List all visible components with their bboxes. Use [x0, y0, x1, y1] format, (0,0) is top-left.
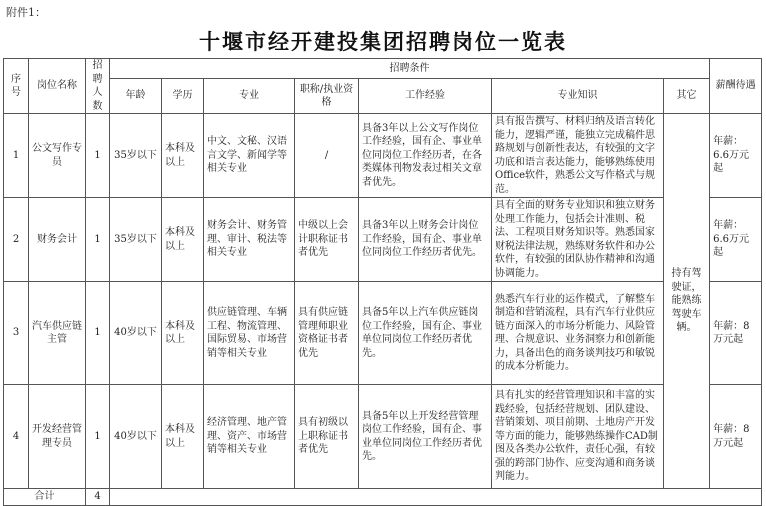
table-row [4, 198, 762, 282]
cell-other-note: 持有驾驶证，能熟练驾驶车辆。 [664, 114, 710, 489]
cell-position: 开发经营管理专员 [29, 385, 86, 489]
cell-age: 40岁以下 [110, 282, 162, 385]
cell-salary: 年薪：8万元起 [710, 282, 762, 385]
cell-count: 1 [86, 114, 110, 198]
recruitment-table [3, 58, 762, 506]
cell-experience: 具备3年以上财务会计岗位工作经验，国有企、事业单位同岗位工作经历者优先。 [359, 198, 492, 282]
cell-salary: 年薪：6.6万元起 [710, 114, 762, 198]
cell-age: 35岁以下 [110, 114, 162, 198]
cell-knowledge: 熟悉汽车行业的运作模式，了解整车制造和营销流程，具有汽车行业供应链方面深入的市场分析能力、风险管理、合规意识、业务洞察力和创新能力，具备出色的商务谈判技巧和敏锐的成本分析能力。 [492, 282, 664, 385]
total-row [4, 489, 762, 506]
header-title-qualification: 职称/执业资格 [295, 79, 359, 114]
cell-experience: 具备3年以上公文写作岗位工作经验，国有企、事业单位同岗位工作经历者，在各类媒体刊物发表过相关文章者优先。 [359, 114, 492, 198]
cell-position: 公文写作专员 [29, 114, 86, 198]
cell-no: 4 [4, 385, 29, 489]
cell-age: 40岁以下 [110, 385, 162, 489]
cell-count: 1 [86, 282, 110, 385]
cell-count: 1 [86, 198, 110, 282]
cell-education: 本科及以上 [162, 198, 204, 282]
table-row [4, 385, 762, 489]
cell-no: 1 [4, 114, 29, 198]
cell-no: 3 [4, 282, 29, 385]
header-conditions: 招聘条件 [110, 59, 710, 79]
header-experience: 工作经验 [359, 79, 492, 114]
header-salary: 薪酬待遇 [710, 59, 762, 114]
cell-education: 本科及以上 [162, 385, 204, 489]
total-count: 4 [86, 489, 110, 506]
cell-title-qualification: 中级以上会计职称证书者优先 [295, 198, 359, 282]
cell-major: 经济管理、地产管理、资产、市场营销等相关专业 [204, 385, 295, 489]
cell-position: 汽车供应链主管 [29, 282, 86, 385]
cell-title-qualification: / [295, 114, 359, 198]
cell-knowledge: 具有全面的财务专业知识和独立财务处理工作能力，包括会计准则、税法、工程项目财务知识等。熟悉国家财税法律法规，熟练财务软件和办公软件，有较强的团队协作精神和沟通协调能力。 [492, 198, 664, 282]
attachment-label: 附件1： [6, 6, 46, 19]
header-knowledge: 专业知识 [492, 79, 664, 114]
cell-major: 中文、文秘、汉语言文学、新闻学等相关专业 [204, 114, 295, 198]
cell-title-qualification: 具有供应链管理师职业资格证书者优先 [295, 282, 359, 385]
header-headcount: 招聘人数 [86, 59, 110, 114]
total-label: 合计 [4, 489, 86, 506]
cell-salary: 年薪：8万元起 [710, 385, 762, 489]
table-row [4, 114, 762, 198]
cell-experience: 具备5年以上汽车供应链岗位工作经验，国有企、事业单位同岗位工作经历者优先。 [359, 282, 492, 385]
total-blank [110, 489, 762, 506]
cell-education: 本科及以上 [162, 282, 204, 385]
header-position: 岗位名称 [29, 59, 86, 114]
cell-major: 供应链管理、车辆工程、物流管理、国际贸易、市场营销等相关专业 [204, 282, 295, 385]
cell-major: 财务会计、财务管理、审计、税法等相关专业 [204, 198, 295, 282]
cell-experience: 具备5年以上开发经营管理岗位工作经验，国有企、事业单位同岗位工作经历者优先。 [359, 385, 492, 489]
page-title: 十堰市经开建投集团招聘岗位一览表 [199, 29, 567, 54]
header-other: 其它 [664, 79, 710, 114]
cell-position: 财务会计 [29, 198, 86, 282]
header-serial: 序号 [4, 59, 29, 114]
cell-knowledge: 具有扎实的经营管理知识和丰富的实践经验，包括经营规划、团队建设、营销策划、项目前期、土地房产开发等方面的能力，能够熟练操作CAD制图及各类办公软件，责任心强，有较强的跨部门协作、应变沟通和商务谈判能力。 [492, 385, 664, 489]
cell-title-qualification: 具有初级以上职称证书者优先 [295, 385, 359, 489]
cell-no: 2 [4, 198, 29, 282]
cell-education: 本科及以上 [162, 114, 204, 198]
header-major: 专业 [204, 79, 295, 114]
header-age: 年龄 [110, 79, 162, 114]
cell-age: 35岁以下 [110, 198, 162, 282]
cell-count: 1 [86, 385, 110, 489]
header-education: 学历 [162, 79, 204, 114]
cell-knowledge: 具有报告撰写、材料归纳及语言转化能力，逻辑严谨，能独立完成稿件思路规划与创新性表达，有较强的文字功底和语言表达能力，能够熟练使用Office软件，熟悉公文写作格式与规范。 [492, 114, 664, 198]
table-row [4, 282, 762, 385]
cell-salary: 年薪：6.6万元起 [710, 198, 762, 282]
